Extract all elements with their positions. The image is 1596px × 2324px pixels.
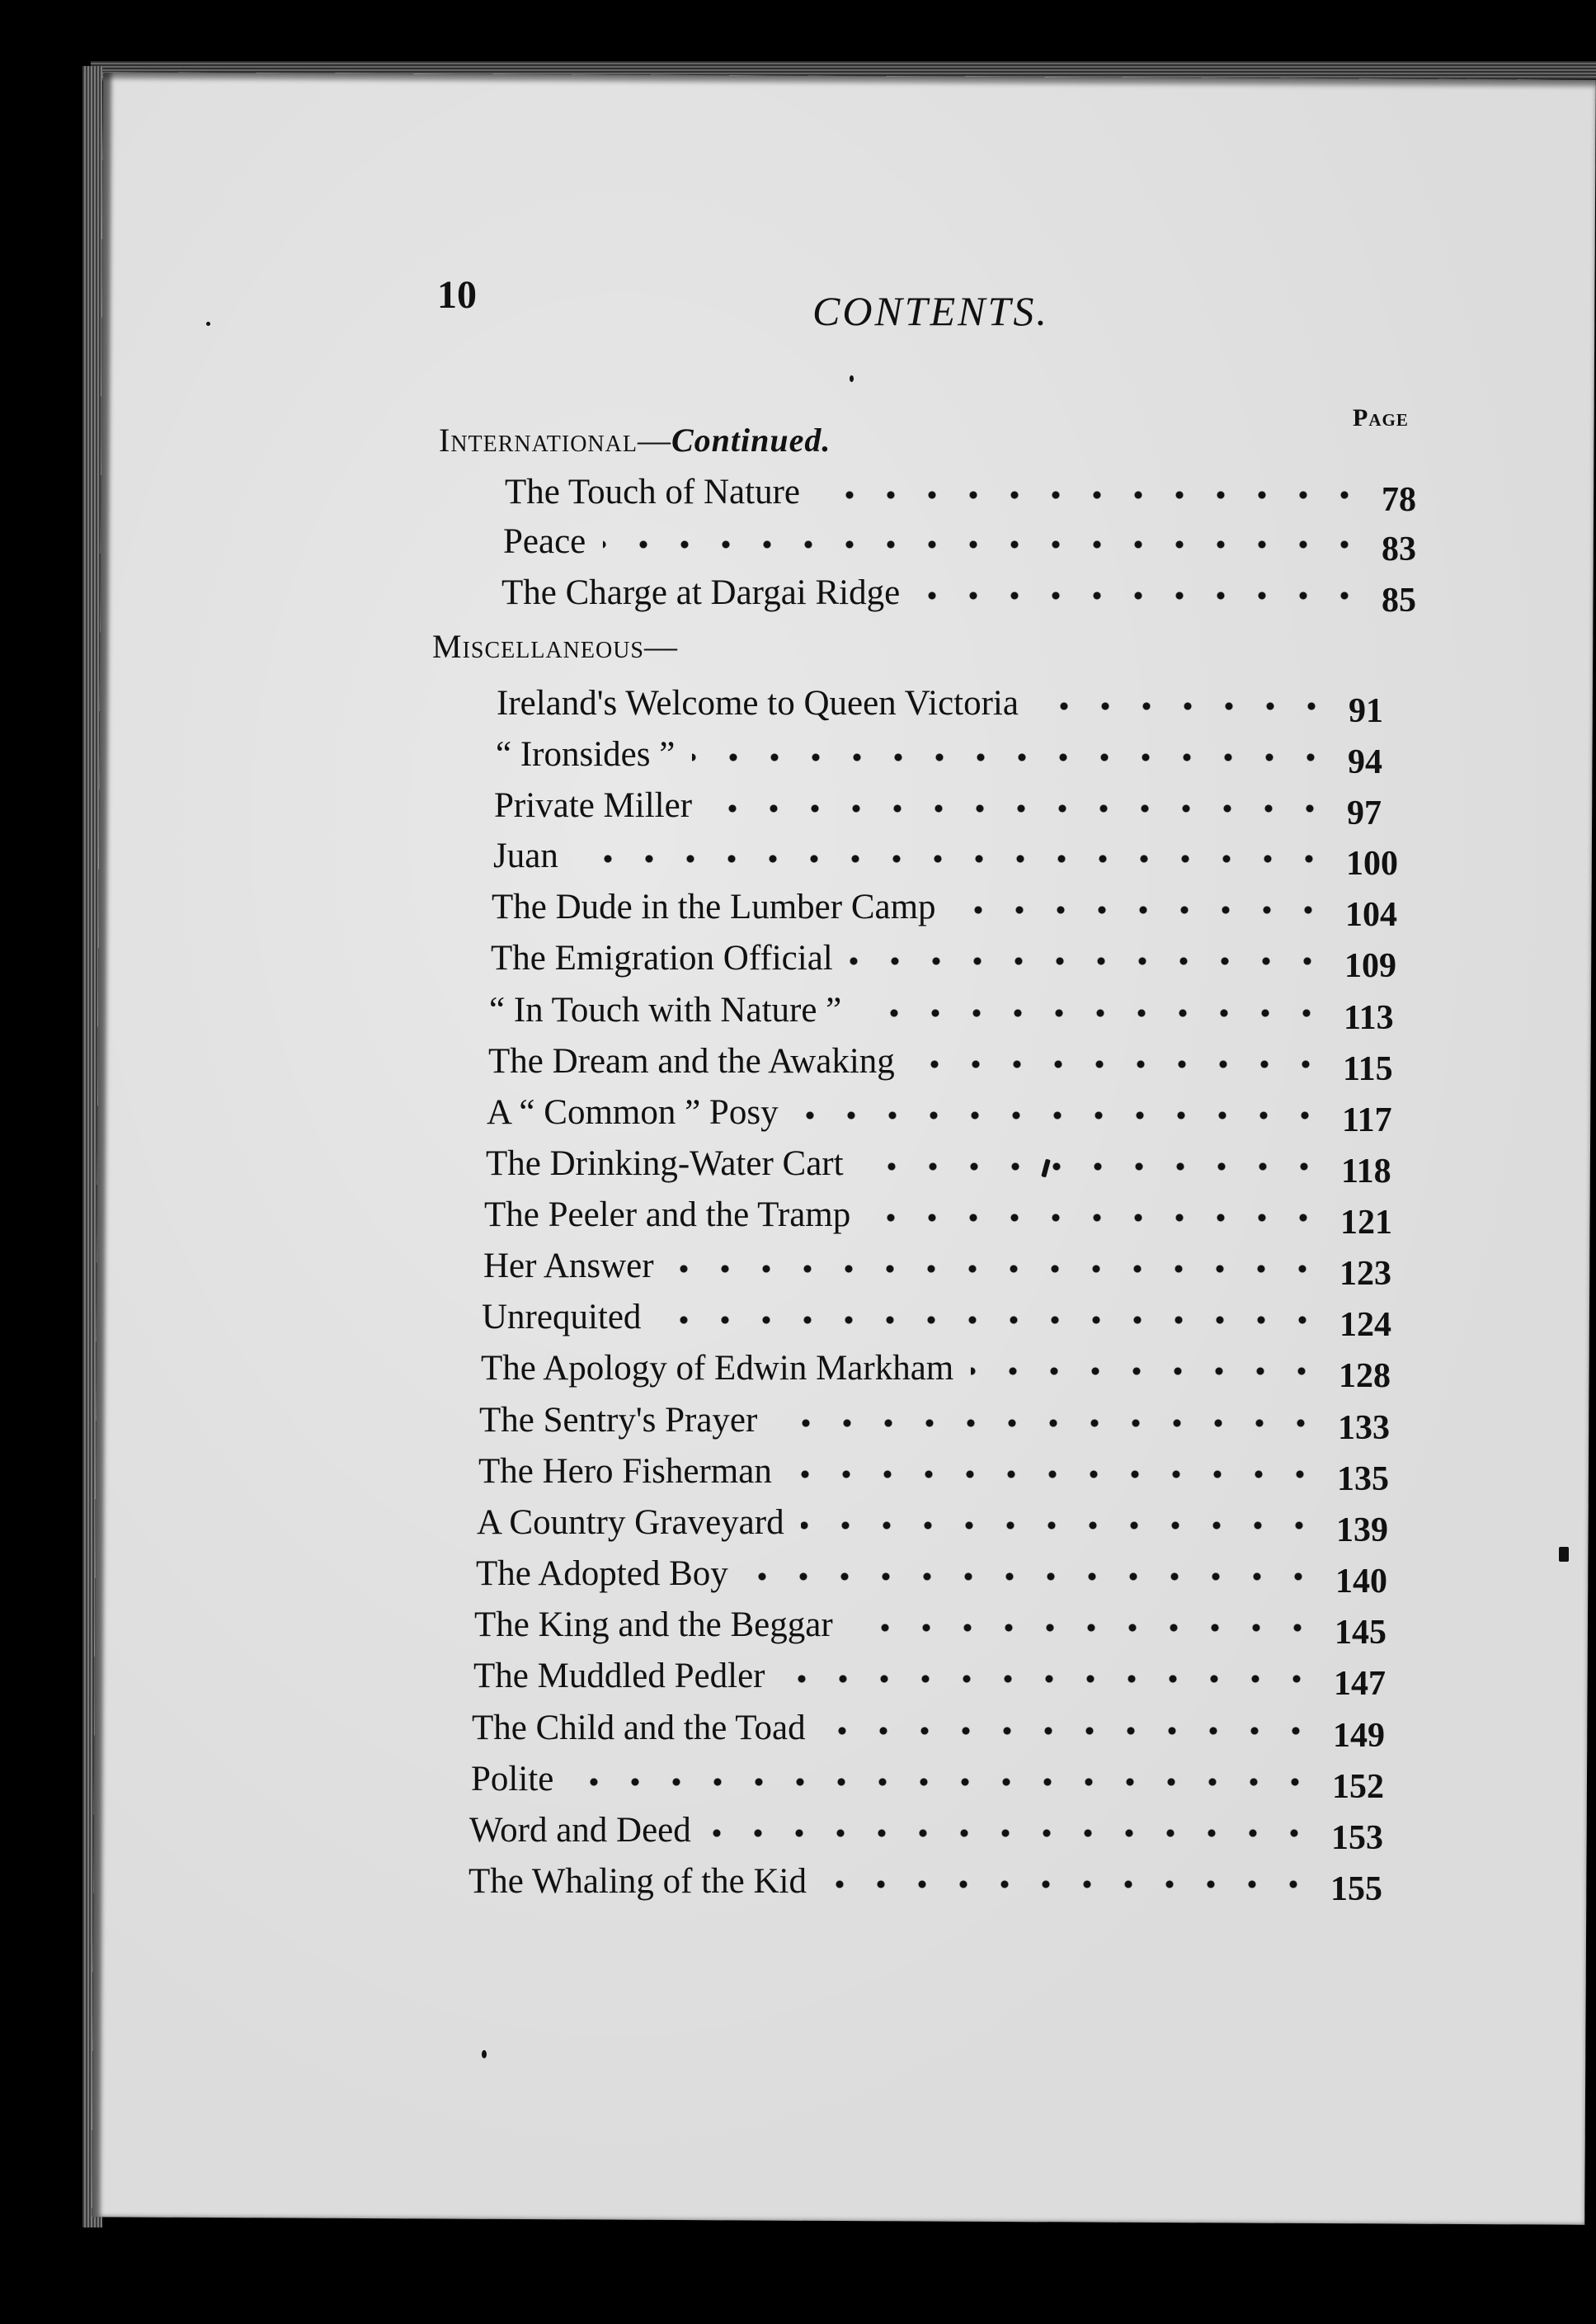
toc-entry-title: The Touch of Nature [505,473,800,511]
page-column-label: Page [1353,404,1409,431]
toc-entry-title: The Dream and the Awaking [488,1042,895,1081]
toc-entry-page-number: 104 [1345,896,1397,934]
toc-entry-title: The Adopted Boy [476,1554,728,1593]
toc-entry-page-number: 91 [1349,692,1383,730]
toc-entry-page-number: 85 [1382,582,1416,620]
section-continued: Continued. [671,422,831,459]
toc-entry [476,1553,1426,1600]
dot-leader [658,1312,1323,1328]
toc-entry [491,938,1435,984]
toc-entry [469,1810,1422,1856]
toc-entry-page-number: 124 [1339,1306,1391,1344]
toc-entry-title: The Hero Fisherman [478,1452,772,1491]
toc-entry-page-number: 94 [1348,743,1382,781]
toc-entry-title: “ In Touch with Nature ” [489,991,842,1030]
dot-leader [603,536,1365,553]
toc-entry-page-number: 155 [1330,1870,1382,1908]
toc-entry-title: The Apology of Edwin Markham [481,1349,954,1388]
toc-entry [488,1041,1434,1087]
dot-leader [850,1619,1318,1636]
dot-leader [782,1671,1317,1687]
dot-leader [817,487,1365,503]
toc-entry-title: A Country Graveyard [477,1503,784,1542]
section-label: International— [439,422,671,459]
toc-entry-title: The Emigration Official [491,939,833,978]
dot-leader [709,800,1330,817]
toc-entry-page-number: 100 [1346,845,1398,883]
toc-entry [496,734,1438,780]
dot-leader [911,1056,1326,1072]
toc-entry [479,1400,1429,1446]
toc-entry [501,573,1472,619]
toc-entry-title: The Dude in the Lumber Camp [492,888,936,926]
toc-entry-page-number: 78 [1382,481,1416,519]
toc-entry-title: Her Answer [483,1247,654,1285]
dot-leader [953,902,1329,918]
toc-entry-page-number: 115 [1343,1050,1393,1088]
toc-entry-title: The Child and the Toad [472,1709,806,1747]
toc-entry-title: The Whaling of the Kid [468,1862,807,1901]
toc-entry [468,1861,1421,1907]
toc-entry [493,836,1437,882]
dot-leader [789,1466,1321,1483]
dot-leader [671,1261,1323,1277]
toc-entry-title: “ Ironsides ” [496,735,676,774]
dot-leader [860,1158,1325,1175]
dot-leader [823,1876,1314,1893]
dot-leader [571,1774,1316,1790]
toc-entry-title: Unrequited [482,1298,642,1336]
toc-entry-title: The King and the Beggar [474,1605,833,1644]
toc-entry-title: Juan [493,837,558,875]
toc-entry-title: A “ Common ” Posy [487,1093,779,1132]
toc-entry-title: Private Miller [494,786,693,825]
toc-entry-title: The Drinking-Water Cart [486,1144,844,1183]
toc-entry-page-number: 123 [1339,1255,1391,1293]
toc-entry [489,990,1434,1036]
toc-entry [487,1092,1433,1138]
toc-entry [478,1451,1428,1497]
section-heading-international [439,421,831,460]
toc-entry [477,1502,1427,1549]
toc-entry-page-number: 128 [1339,1357,1391,1395]
toc-entry-page-number: 83 [1382,530,1416,568]
toc-entry-title: Ireland's Welcome to Queen Victoria [497,684,1019,723]
toc-entry-page-number: 147 [1334,1665,1386,1703]
section-heading-miscellaneous [432,627,678,666]
toc-entry [472,1708,1424,1754]
toc-entry [492,887,1436,933]
toc-entry-title: The Peeler and the Tramp [484,1195,851,1234]
scan-speck [1559,1547,1569,1562]
toc-entry-title: The Sentry's Prayer [479,1401,758,1440]
toc-entry-title: Peace [503,522,586,561]
toc-entry-page-number: 133 [1338,1409,1390,1447]
toc-entry [484,1195,1431,1241]
toc-entry-page-number: 97 [1347,794,1382,832]
toc-entry-page-number: 109 [1344,947,1396,985]
toc-entry-page-number: 117 [1342,1101,1392,1139]
toc-entry [486,1143,1432,1190]
toc-entry [474,1605,1425,1651]
dot-leader [708,1825,1315,1841]
toc-entry [497,683,1439,729]
dot-leader [822,1723,1316,1739]
dot-leader [868,1209,1324,1226]
toc-entry-page-number: 149 [1333,1717,1385,1755]
page-number: 10 [437,273,477,317]
scan-speck [206,322,210,326]
dot-leader [795,1107,1325,1124]
dot-leader [575,851,1330,867]
toc-entry [482,1297,1430,1343]
toc-entry-page-number: 139 [1336,1511,1388,1549]
toc-entry-page-number: 140 [1335,1563,1387,1600]
toc-entry-page-number: 152 [1332,1768,1384,1806]
toc-entry [471,1759,1423,1805]
toc-entry-page-number: 121 [1340,1204,1392,1242]
scan-speck [850,375,854,382]
dot-leader [801,1517,1320,1534]
dot-leader [774,1415,1321,1431]
toc-entry [494,785,1438,832]
toc-entry [483,1246,1430,1292]
running-head: CONTENTS. [812,288,1049,334]
dot-leader [692,749,1331,766]
toc-entry-title: The Muddled Pedler [473,1657,765,1695]
scan-speck [482,2050,487,2058]
toc-entry [503,521,1472,568]
toc-entry-page-number: 145 [1335,1614,1386,1652]
dot-leader [1035,698,1332,714]
dot-leader [917,587,1365,604]
toc-entry [505,472,1472,518]
toc-entry-title: The Charge at Dargai Ridge [501,573,901,612]
dot-leader [745,1568,1319,1585]
toc-entry-title: Polite [471,1760,554,1798]
toc-entry-title: Word and Deed [469,1811,691,1850]
toc-entry-page-number: 118 [1341,1153,1391,1190]
dot-leader [859,1005,1327,1021]
toc-entry-page-number: 153 [1331,1819,1383,1857]
section-label: Miscellaneous— [432,628,679,665]
toc-entry [473,1656,1424,1702]
toc-entry [481,1348,1429,1394]
dot-leader [850,953,1328,969]
toc-entry-page-number: 113 [1344,999,1394,1037]
toc-entry-page-number: 135 [1337,1460,1389,1498]
dot-leader [971,1363,1322,1379]
